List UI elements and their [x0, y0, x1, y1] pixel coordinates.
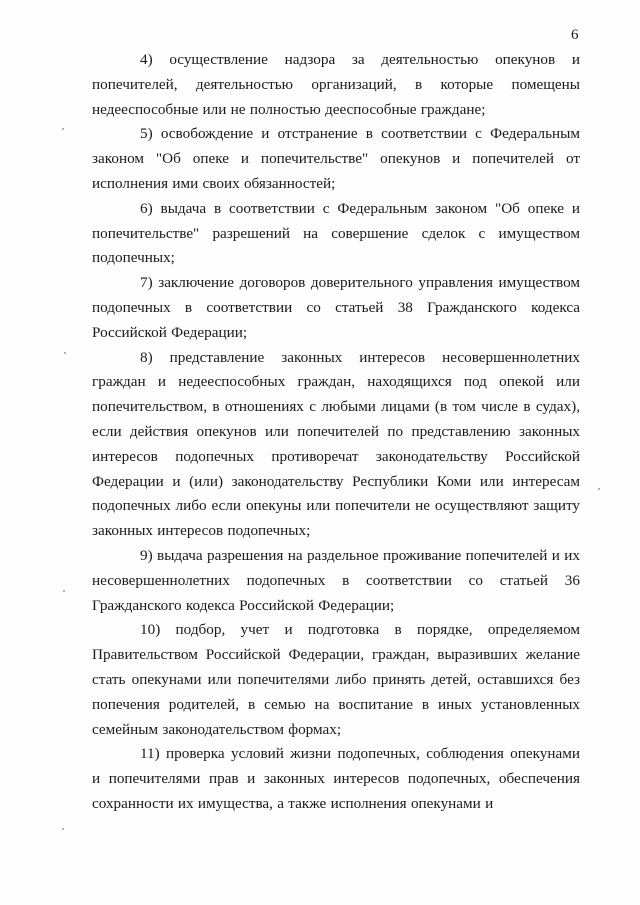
paragraph-item-8: 8) представление законных интересов несовершеннолетних граждан и недееспособных граждан, находящихся под опекой или попечительством, в отношениях с любыми лицами (в том числе в судах), если действия опекунов или попечителей по представлению законных интересов подопечных противоречат законодательству Российской Федерации и (или) законодательству Республики Коми или интересам подопечных либо если опекуны или попечители не осуществляют защиту законных интересов подопечных;: [92, 348, 580, 540]
scan-speck: [63, 590, 65, 592]
paragraph-item-9: 9) выдача разрешения на раздельное проживание попечителей и их несовершеннолетних подопечных в соответствии со статьей 36 Гражданского кодекса Российской Федерации;: [92, 546, 580, 614]
paragraph-item-5: 5) освобождение и отстранение в соответствии с Федеральным законом "Об опеке и попечительстве" опекунов и попечителей от исполнения ими своих обязанностей;: [92, 125, 580, 192]
scan-speck: [62, 828, 64, 830]
paragraph-item-7: 7) заключение договоров доверительного управления имуществом подопечных в соответствии со статьей 38 Гражданского кодекса Российской Федерации;: [92, 274, 580, 341]
page-number: 6: [571, 27, 579, 43]
scan-speck: [62, 128, 64, 130]
document-body: [92, 48, 580, 817]
scan-speck: [598, 488, 600, 490]
paragraph-item-6: 6) выдача в соответствии с Федеральным законом "Об опеке и попечительстве" разрешений на совершение сделок с имуществом подопечных;: [92, 199, 580, 267]
paragraph-item-4: 4) осуществление надзора за деятельностью опекунов и попечителей, деятельностью организаций, в которые помещены недееспособные или не полностью дееспособные граждане;: [92, 51, 580, 118]
paragraph-item-10: 10) подбор, учет и подготовка в порядке, определяемом Правительством Российской Федерации, граждан, выразивших желание стать опекунами или попечителями либо принять детей, оставшихся без попечения родителей, в семью на воспитание в иных установленных семейным законодательством формах;: [92, 621, 580, 738]
paragraph-item-11: 11) проверка условий жизни подопечных, соблюдения опекунами и попечителями прав и законных интересов подопечных, обеспечения сохранности их имущества, а также исполнения опекунами и: [92, 745, 580, 812]
scan-speck: [64, 352, 66, 354]
